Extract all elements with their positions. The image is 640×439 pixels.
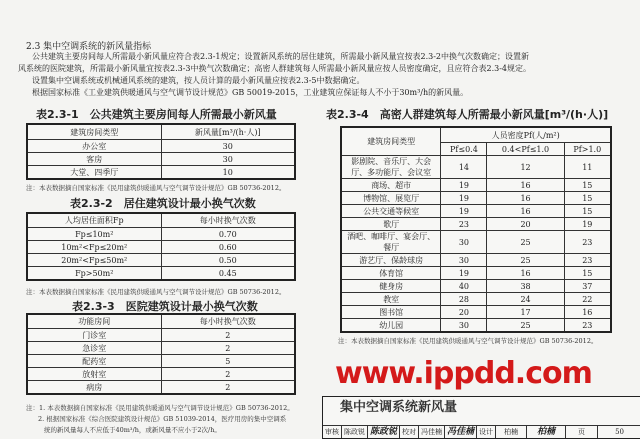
table-row <box>341 319 611 333</box>
table-2-note: 注：本表数据摘自国家标准《民用建筑供暖通风与空气调节设计规范》GB 50736-2012。 <box>26 288 286 296</box>
table-cell: 酒吧、咖啡厅、宴会厅、餐厅 <box>341 231 441 254</box>
table-row <box>341 293 611 306</box>
table-cell: 15 <box>564 205 611 218</box>
page-label: 页 <box>566 426 598 438</box>
table-cell: 游艺厅、保龄球房 <box>341 254 441 267</box>
table-cell: 20 <box>441 306 487 319</box>
column-header: Pf≤0.4 <box>441 143 487 156</box>
table-cell: Fp>50m² <box>27 267 161 281</box>
table-row <box>341 280 611 293</box>
table-1-title: 表2.3-1 公共建筑主要房间每人所需最小新风量 <box>36 108 277 121</box>
table-row <box>27 355 295 368</box>
review-label: 审核 <box>323 426 342 438</box>
table-cell: 0.70 <box>161 228 295 241</box>
watermark: www.ippdd.com <box>335 356 592 391</box>
table-cell: 门诊室 <box>27 329 161 342</box>
table-cell: 公共交通等候室 <box>341 205 441 218</box>
table-cell: 25 <box>487 231 564 254</box>
table-cell: 0.50 <box>161 254 295 267</box>
table-cell: 19 <box>441 179 487 192</box>
table-row <box>341 218 611 231</box>
table-cell: 10m²<Fp≤20m² <box>27 241 161 254</box>
page-number: 50 <box>615 428 624 436</box>
table-cell: 40 <box>441 280 487 293</box>
table-header-row <box>27 124 295 140</box>
section-heading: 2.3 集中空调系统的新风量指标 <box>26 42 152 52</box>
column-header: 每小时换气次数 <box>161 213 295 228</box>
table-cell: 15 <box>564 267 611 280</box>
paragraph: 根据国家标准《工业建筑供暖通风与空气调节设计规范》GB 50019-2015，工业建筑应保证每人不小于30m³/h的新风量。 <box>32 88 469 97</box>
table-cell: 16 <box>487 192 564 205</box>
table-4-section <box>326 106 626 345</box>
table-4-note: 注：本表数据摘自国家标准《民用建筑供暖通风与空气调节设计规范》GB 50736-2012。 <box>338 337 598 345</box>
table-row <box>27 228 295 241</box>
table-row <box>341 254 611 267</box>
table-row <box>27 368 295 381</box>
table-cell: 健身房 <box>341 280 441 293</box>
table-2-title: 表2.3-2 居住建筑设计最小换气次数 <box>70 197 256 210</box>
table-header-row <box>27 314 295 329</box>
table-cell: 22 <box>564 293 611 306</box>
table-row <box>341 231 611 254</box>
designer-name: 柏楠 <box>496 426 527 438</box>
table-row <box>27 267 295 281</box>
table-2 <box>26 212 296 281</box>
paragraph: 设置集中空调系统或机械通风系统的建筑，按人员计算的最小新风量应按表2.3-5中数据确定。 <box>32 76 365 85</box>
table-row <box>27 342 295 355</box>
table-cell: 23 <box>564 319 611 333</box>
table-cell: 30 <box>161 153 295 166</box>
table-cell: 30 <box>441 319 487 333</box>
table-cell: 30 <box>161 140 295 153</box>
table-cell: 24 <box>487 293 564 306</box>
checker-name: 冯佳楠 <box>419 426 445 438</box>
intro-text <box>18 51 628 99</box>
table-row <box>27 140 295 153</box>
check-label: 校对 <box>400 426 419 438</box>
column-header: 功能房间 <box>27 314 161 329</box>
table-cell: 幼儿园 <box>341 319 441 333</box>
table-row <box>341 205 611 218</box>
table-row <box>341 156 611 179</box>
table-header-row <box>341 127 611 143</box>
column-header: 每小时换气次数 <box>161 314 295 329</box>
table-cell: 16 <box>487 267 564 280</box>
table-cell: 17 <box>487 306 564 319</box>
table-row <box>341 306 611 319</box>
table-cell: 2 <box>161 342 295 355</box>
table-cell: 30 <box>441 231 487 254</box>
table-header-row <box>27 213 295 228</box>
table-1 <box>26 123 296 180</box>
table-cell: 38 <box>487 280 564 293</box>
table-4 <box>340 126 612 333</box>
table-cell: 37 <box>564 280 611 293</box>
table-cell: 歌厅 <box>341 218 441 231</box>
column-group-header: 人员密度Pf(人/m²) <box>441 127 611 143</box>
table-3 <box>26 313 296 395</box>
table-cell: 0.45 <box>161 267 295 281</box>
table-cell: 16 <box>487 205 564 218</box>
column-header: 建筑房间类型 <box>341 127 441 156</box>
table-cell: 影剧院、音乐厅、大会厅、多功能厅、会议室 <box>341 156 441 179</box>
table-row <box>27 329 295 342</box>
table-cell: 15 <box>564 179 611 192</box>
table-cell: 20m²<Fp≤50m² <box>27 254 161 267</box>
table-cell: 23 <box>564 254 611 267</box>
table-cell: 办公室 <box>27 140 161 153</box>
table-row <box>27 241 295 254</box>
table-4-title: 表2.3-4 高密人群建筑每人所需最小新风量[m³/(h·人)] <box>326 108 609 121</box>
table-row <box>27 381 295 395</box>
signature-row <box>323 425 640 438</box>
table-cell: 10 <box>161 166 295 180</box>
table-cell: 25 <box>487 254 564 267</box>
table-cell: 16 <box>487 179 564 192</box>
table-cell: 体育馆 <box>341 267 441 280</box>
table-3-note: 2. 根据国家标准《综合医院建筑设计规范》GB 51039-2014，医疗用房的集中空调系 <box>38 415 287 423</box>
table-1-note: 注：本表数据摘自国家标准《民用建筑供暖通风与空气调节设计规范》GB 50736-2012。 <box>26 184 286 192</box>
table-cell: 23 <box>441 218 487 231</box>
table-cell: 19 <box>441 192 487 205</box>
table-cell: 20 <box>487 218 564 231</box>
table-cell: 教室 <box>341 293 441 306</box>
title-block-title: 集中空调系统新风量 <box>340 400 458 415</box>
table-cell: 大堂、四季厅 <box>27 166 161 180</box>
table-cell: 配药室 <box>27 355 161 368</box>
table-cell: 2 <box>161 381 295 395</box>
table-cell: 图书馆 <box>341 306 441 319</box>
table-3-note: 统的新风量每人不应低于40m³/h，或新风量不应小于2次/h。 <box>44 426 221 434</box>
table-cell: 12 <box>487 156 564 179</box>
table-cell: 急诊室 <box>27 342 161 355</box>
table-row <box>27 166 295 180</box>
table-cell: Fp≤10m² <box>27 228 161 241</box>
column-header: 建筑房间类型 <box>27 124 161 140</box>
paragraph: 公共建筑主要房间每人所需最小新风量应符合表2.3-1规定；设置新风系统的居住建筑，所需最小新风量宜按表2.3-2中换气次数确定；设置新 <box>32 52 530 61</box>
column-header: Pf>1.0 <box>564 143 611 156</box>
column-header: 人均居住面积Fp <box>27 213 161 228</box>
table-cell: 病房 <box>27 381 161 395</box>
table-row <box>341 179 611 192</box>
table-row <box>27 153 295 166</box>
table-cell: 23 <box>564 231 611 254</box>
reviewer-name: 陈政锐 <box>342 426 368 438</box>
table-cell: 19 <box>441 267 487 280</box>
table-cell: 5 <box>161 355 295 368</box>
checker-signature: 冯佳楠 <box>445 426 477 438</box>
paragraph: 风系统的医院建筑，所需最小新风量宜按表2.3-3中换气次数确定；高密人群建筑每人所需最小新风量应按人员密度确定，且应符合表2.3-4规定。 <box>18 64 532 73</box>
table-cell: 2 <box>161 329 295 342</box>
table-cell: 14 <box>441 156 487 179</box>
column-header: 0.4<Pf≤1.0 <box>487 143 564 156</box>
column-header: 新风量[m³/(h·人)] <box>161 124 295 140</box>
table-cell: 放射室 <box>27 368 161 381</box>
table-row <box>341 192 611 205</box>
table-cell: 28 <box>441 293 487 306</box>
table-cell: 客房 <box>27 153 161 166</box>
table-cell: 19 <box>564 218 611 231</box>
design-label: 设计 <box>477 426 496 438</box>
table-3-note: 注：1. 本表数据摘自国家标准《民用建筑供暖通风与空气调节设计规范》GB 50736-2012。 <box>26 404 294 412</box>
table-cell: 2 <box>161 368 295 381</box>
designer-signature: 柏楠 <box>527 426 566 438</box>
table-cell: 19 <box>441 205 487 218</box>
table-cell: 博物馆、展览厅 <box>341 192 441 205</box>
table-cell: 11 <box>564 156 611 179</box>
table-cell: 0.60 <box>161 241 295 254</box>
table-cell: 25 <box>487 319 564 333</box>
table-cell: 商场、超市 <box>341 179 441 192</box>
table-row <box>27 254 295 267</box>
table-cell: 15 <box>564 192 611 205</box>
reviewer-signature: 陈政锐 <box>368 426 400 438</box>
table-row <box>341 267 611 280</box>
table-3-title: 表2.3-3 医院建筑设计最小换气次数 <box>72 300 258 313</box>
table-cell: 16 <box>564 306 611 319</box>
table-cell: 30 <box>441 254 487 267</box>
